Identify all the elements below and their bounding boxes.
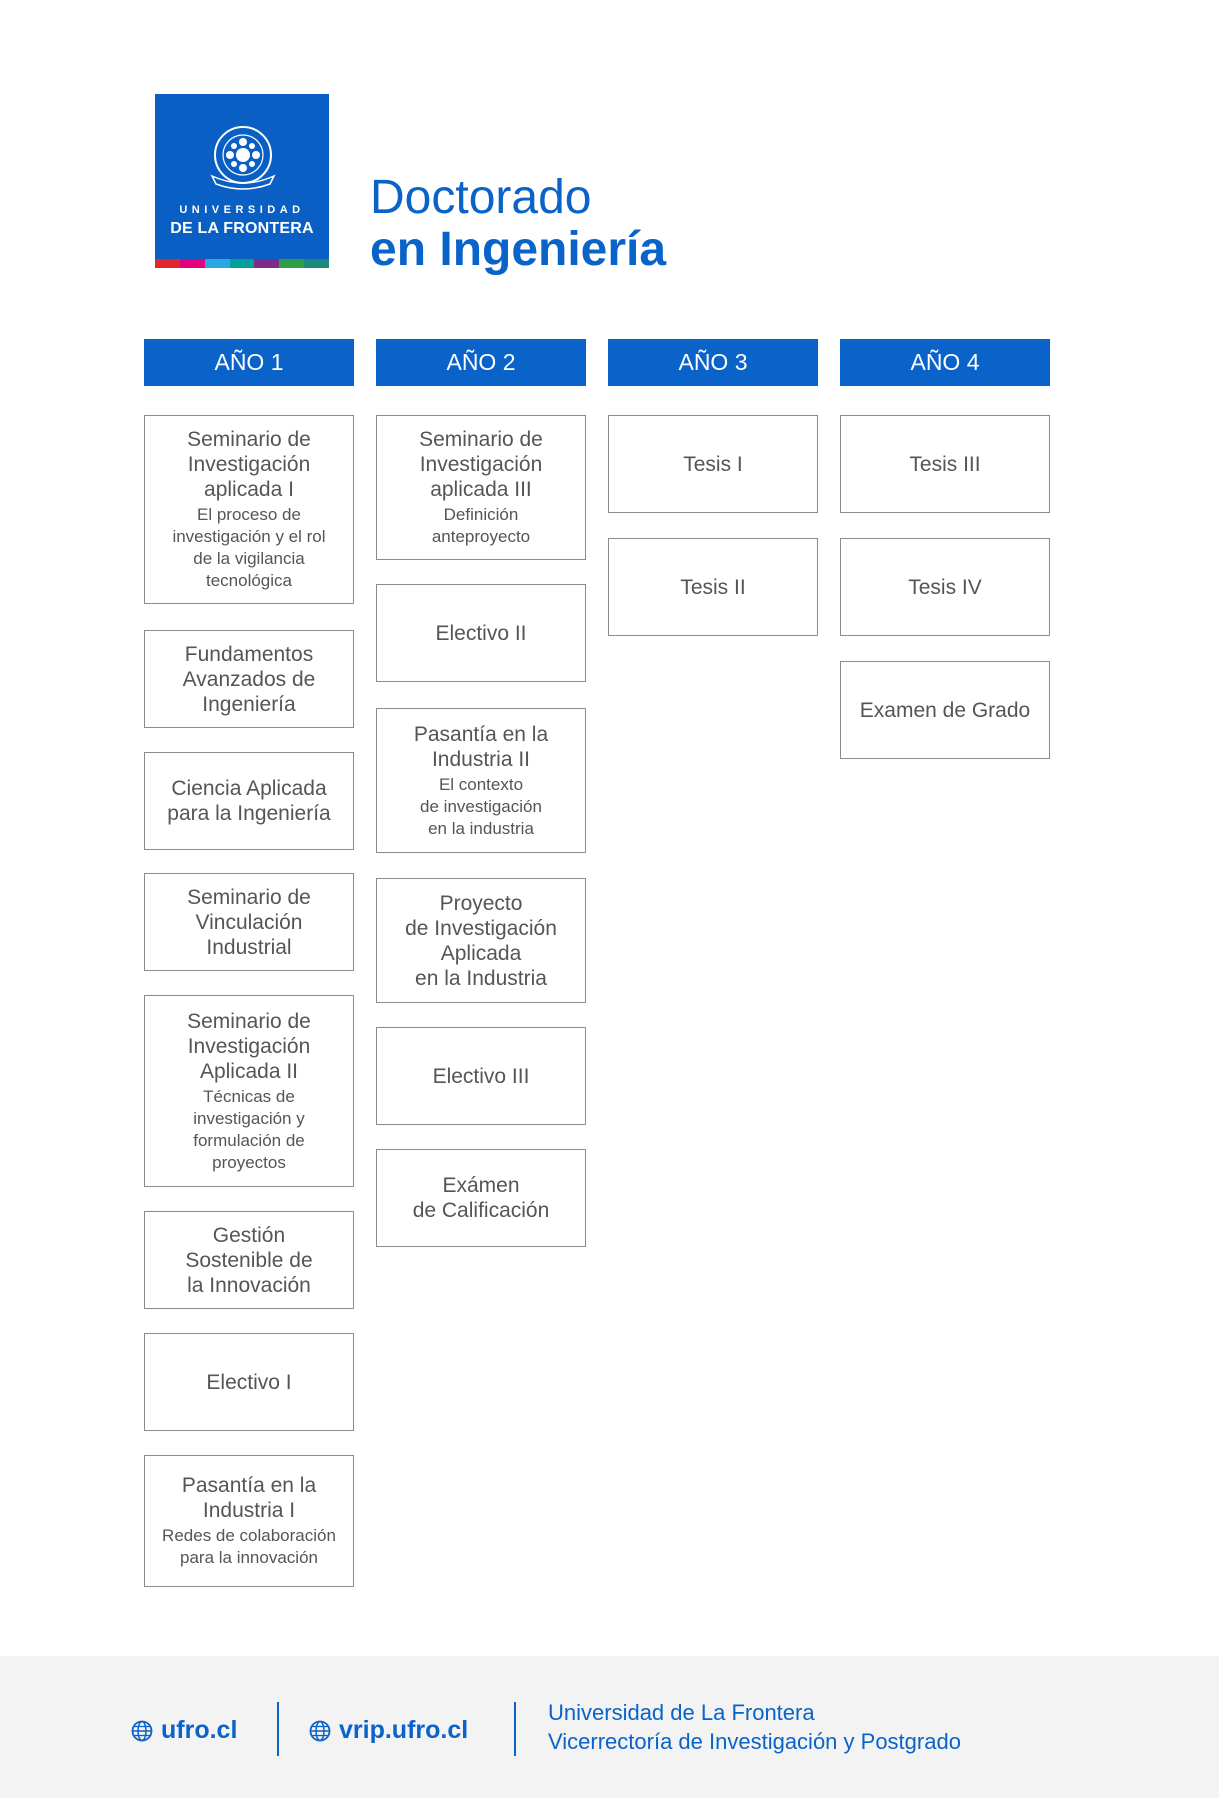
year-2-header: AÑO 2	[376, 339, 586, 386]
course-box	[376, 584, 586, 682]
course-title: Tesis I	[683, 452, 743, 476]
logo-stripe-segment	[254, 259, 279, 268]
course-subtitle: Redes de colaboración para la innovación	[162, 1526, 336, 1567]
vrip-link[interactable]	[309, 1716, 468, 1745]
footer-department-name: Vicerrectoría de Investigación y Postgrado	[548, 1729, 961, 1754]
course-title: Gestión Sostenible de la Innovación	[185, 1223, 313, 1297]
logo-text-line1: UNIVERSIDAD	[179, 204, 305, 216]
course-title: Electivo II	[435, 621, 527, 645]
course-title: Ciencia Aplicada para la Ingeniería	[167, 777, 331, 825]
university-logo	[155, 94, 329, 268]
course-title: Pasantía en la Industria II	[413, 722, 549, 771]
course-box	[840, 538, 1050, 636]
course-box	[144, 752, 354, 850]
footer-divider	[514, 1702, 516, 1756]
page-title-line2: en Ingeniería	[370, 223, 667, 276]
logo-text-line2: DE LA FRONTERA	[170, 220, 314, 237]
course-title: Seminario de Investigación aplicada III	[419, 428, 543, 501]
course-box	[376, 1149, 586, 1247]
course-title: Seminario de Investigación Aplicada II	[187, 1009, 311, 1083]
course-box	[840, 415, 1050, 513]
logo-stripe-segment	[230, 259, 255, 268]
page-title-line1: Doctorado	[370, 171, 592, 224]
course-box	[144, 630, 354, 728]
course-title: Pasantía en la Industria I	[181, 1474, 317, 1522]
course-title: Tesis III	[909, 452, 981, 476]
vrip-link-label[interactable]: vrip.ufro.cl	[339, 1716, 469, 1744]
course-box	[376, 1027, 586, 1125]
logo-stripe-segment	[279, 259, 304, 268]
course-title: Seminario de Vinculación Industrial	[187, 885, 311, 959]
course-title: Electivo I	[206, 1370, 292, 1394]
course-title: Proyecto de Investigación Aplicada en la Industria	[405, 891, 557, 990]
footer-divider	[277, 1702, 279, 1756]
course-title: Tesis IV	[908, 575, 982, 599]
course-box	[144, 995, 354, 1187]
course-box	[144, 1455, 354, 1587]
course-subtitle: Definición anteproyecto	[431, 505, 531, 546]
logo-stripe-segment	[180, 259, 205, 268]
course-box	[144, 873, 354, 971]
course-title: Fundamentos Avanzados de Ingeniería	[182, 642, 316, 716]
course-box	[376, 415, 586, 560]
course-title: Tesis II	[680, 575, 746, 599]
course-subtitle: El proceso de investigación y el rol de la vigilancia tecnológica	[172, 505, 326, 590]
footer-university-name: Universidad de La Frontera	[548, 1700, 815, 1725]
logo-color-stripe	[155, 259, 329, 268]
logo-stripe-segment	[155, 259, 180, 268]
course-box	[608, 415, 818, 513]
course-box	[840, 661, 1050, 759]
logo-stripe-segment	[304, 259, 329, 268]
course-title: Electivo III	[432, 1064, 530, 1088]
course-box	[376, 708, 586, 853]
ufro-link-label[interactable]: ufro.cl	[161, 1716, 238, 1744]
course-subtitle: El contexto de investigación en la industria	[420, 774, 542, 838]
globe-icon	[131, 1720, 153, 1742]
year-4-header: AÑO 4	[840, 339, 1050, 386]
globe-icon	[309, 1720, 331, 1742]
course-title: Seminario de Investigación aplicada I	[187, 428, 311, 501]
course-box	[144, 1333, 354, 1431]
logo-stripe-segment	[205, 259, 230, 268]
year-3-header: AÑO 3	[608, 339, 818, 386]
course-subtitle: Técnicas de investigación y formulación de proyectos	[193, 1086, 305, 1172]
course-box	[608, 538, 818, 636]
ufro-link[interactable]	[131, 1716, 237, 1745]
course-title: Exámen de Calificación	[412, 1174, 550, 1222]
course-title: Examen de Grado	[859, 698, 1031, 722]
course-box	[144, 415, 354, 604]
course-box	[376, 878, 586, 1003]
seal-icon	[208, 122, 278, 192]
year-1-header: AÑO 1	[144, 339, 354, 386]
course-box	[144, 1211, 354, 1309]
